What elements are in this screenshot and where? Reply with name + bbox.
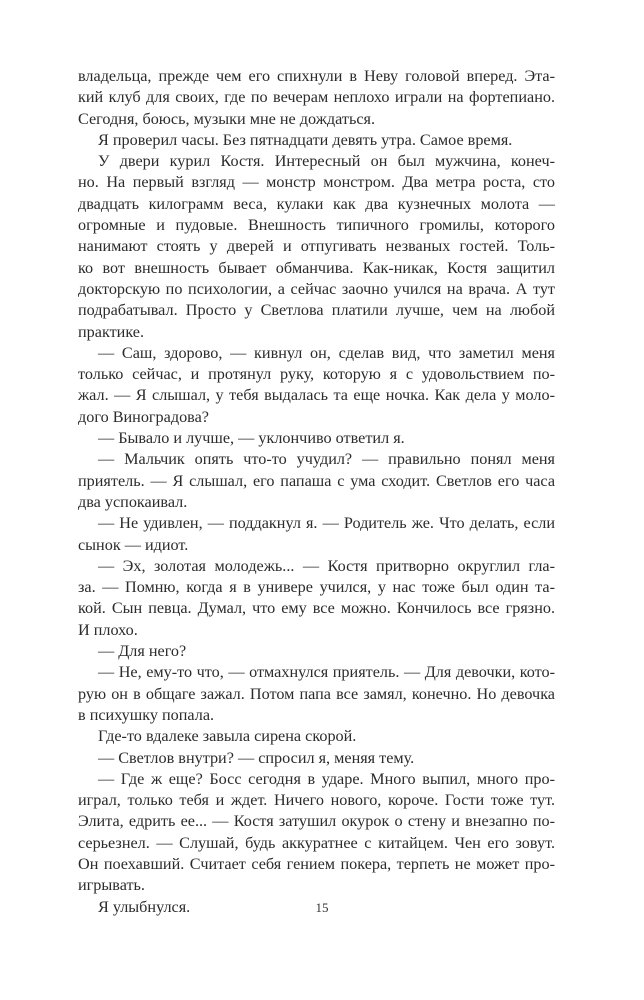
text-line: Я проверил часы. Без пятнадцати девять утра. Самое время. bbox=[98, 130, 513, 149]
text-line: серьезнел. — Слушай, будь аккуратнее с китайцем. Чен его зовут. bbox=[78, 833, 555, 852]
text-line: — Мальчик опять что-то учудил? — правильно понял меня bbox=[98, 450, 555, 469]
text-line: двадцать килограмм веса, кулаки как два кузнечных молота — bbox=[78, 194, 555, 213]
text-line: рую он в общаге зажал. Потом папа все замял, конечно. Но девочка bbox=[78, 684, 555, 703]
text-line: Он поехавший. Считает себя гением покера, терпеть не может про- bbox=[78, 854, 555, 873]
text-line: — Эх, золотая молодежь... — Костя притворно округлил гла- bbox=[98, 556, 555, 575]
text-line: только сейчас, и протянул руку, которую я с удовольствием по- bbox=[78, 365, 555, 384]
text-line: приятель. — Я слышал, его папаша с ума сходит. Светлов его часа bbox=[78, 471, 555, 490]
text-line: — Не удивлен, — поддакнул я. — Родитель же. Что делать, если bbox=[98, 514, 555, 533]
text-line: огромные и пудовые. Внешность типичного громилы, которого bbox=[78, 216, 555, 235]
text-line: сынок — идиот. bbox=[78, 535, 189, 554]
text-line: кой. Сын певца. Думал, что ему все можно. Кончилось все грязно. bbox=[78, 599, 555, 618]
text-line: подрабатывал. Просто у Светлова платили лучше, чем на любой bbox=[78, 301, 555, 320]
text-line: играл, только тебя и ждет. Ничего нового, короче. Гости тоже тут. bbox=[78, 791, 555, 810]
text-line: кий клуб для своих, где по вечерам неплохо играли на фортепиано. bbox=[78, 88, 555, 107]
text-line: ко вот внешность бывает обманчива. Как-никак, Костя защитил bbox=[78, 258, 555, 277]
text-line: докторскую по психологии, а сейчас заочно учился на врача. А тут bbox=[78, 279, 555, 298]
text-line: — Светлов внутри? — спросил я, меняя тему. bbox=[98, 748, 415, 767]
text-line: игрывать. bbox=[78, 876, 145, 895]
text-line: дого Виноградова? bbox=[78, 407, 209, 426]
text-line: — Саш, здорово, — кивнул он, сделав вид, что заметил меня bbox=[98, 343, 555, 362]
text-line: нанимают стоять у дверей и отпугивать незваных гостей. Толь- bbox=[78, 237, 555, 256]
text-line: Где-то вдалеке завыла сирена скорой. bbox=[98, 727, 357, 746]
text-line: И плохо. bbox=[78, 620, 138, 639]
text-line: Я улыбнулся. bbox=[98, 897, 191, 916]
text-line: но. На первый взгляд — монстр монстром. Два метра роста, сто bbox=[78, 173, 555, 192]
page-body bbox=[78, 66, 555, 918]
text-line: — Не, ему-то что, — отмахнулся приятель. — Для девочки, кото- bbox=[98, 663, 555, 682]
text-line: У двери курил Костя. Интересный он был мужчина, конеч- bbox=[98, 152, 555, 171]
text-line: Элита, едрить ее... — Костя затушил окурок о стену и внезапно по- bbox=[78, 812, 555, 831]
text-line: — Для него? bbox=[98, 642, 187, 661]
text-line: Сегодня, боюсь, музыки мне не дождаться. bbox=[78, 109, 376, 128]
text-line: владельца, прежде чем его спихнули в Неву головой вперед. Эта- bbox=[78, 67, 555, 85]
text-line: практике. bbox=[78, 322, 145, 341]
text-line: — Где ж еще? Босс сегодня в ударе. Много выпил, много про- bbox=[98, 769, 555, 788]
page-number: 15 bbox=[315, 900, 329, 915]
text-line: жал. — Я слышал, у тебя выдалась та еще ночка. Как дела у моло- bbox=[78, 386, 555, 405]
text-line: в психушку попала. bbox=[78, 705, 215, 724]
text-line: за. — Помню, когда я в универе учился, у нас тоже был один та- bbox=[78, 578, 555, 597]
text-line: два успокаивал. bbox=[78, 492, 188, 511]
text-line: — Бывало и лучше, — уклончиво ответил я. bbox=[98, 429, 405, 448]
